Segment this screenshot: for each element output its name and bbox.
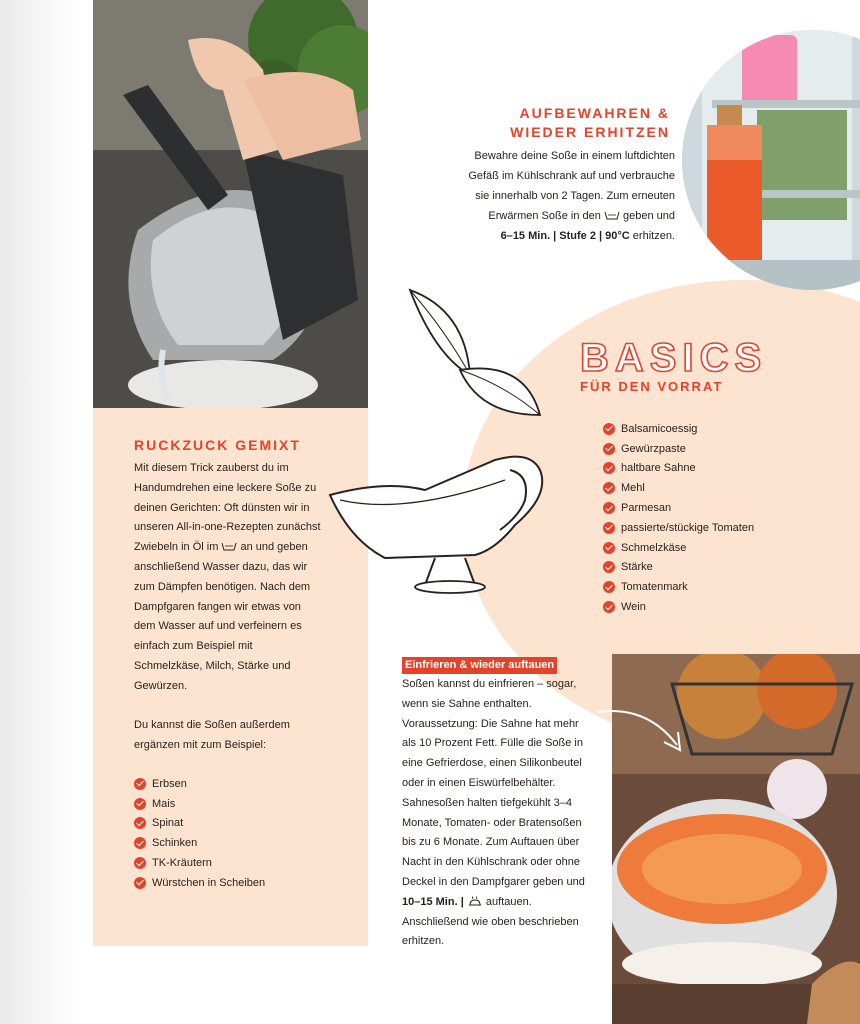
- check-icon: [603, 482, 615, 494]
- check-icon: [134, 778, 146, 790]
- freeze-time: 10–15 Min. |: [402, 895, 464, 908]
- basics-subtitle: FÜR DEN VORRAT: [580, 379, 724, 394]
- mixing-bowl-icon: [604, 210, 620, 220]
- check-icon: [134, 837, 146, 849]
- list-item: [603, 419, 803, 439]
- storage-line-5: [430, 226, 675, 246]
- freeze-text-a: Soßen kannst du einfrieren – sogar, wenn sie Sahne enthalten. Voraussetzung: Die Sahne hat mehr als 10 Prozent Fett. Fülle die Soße in eine Gefrierdose, einen Silikonbeutel oder in einen Eiswürfelbehälter. Sahnesoßen halten tiefgekühlt 3–4 Monate, Tomaten- oder Bratensoßen bis zu 6 Monate. Zum Auftauen über Nacht in den Kühlschrank oder ohne Deckel in den Dampfgarer geben und: [402, 678, 585, 888]
- ruckzuck-title: RUCKZUCK GEMIXT: [134, 437, 301, 453]
- list-item: [134, 774, 334, 794]
- storage-title-line-1: AUFBEWAHREN &: [519, 105, 670, 121]
- storage-title-line-2: WIEDER ERHITZEN: [510, 124, 670, 140]
- storage-line-3: sie innerhalb von 2 Tagen. Zum erneuten: [475, 190, 675, 202]
- check-icon: [603, 462, 615, 474]
- list-item-label: TK-Kräutern: [152, 857, 212, 870]
- list-item: [603, 478, 803, 498]
- ruckzuck-text: [134, 459, 324, 756]
- page-gutter: [0, 0, 78, 1024]
- check-icon: [603, 561, 615, 573]
- list-item-label: Würstchen in Scheiben: [152, 876, 266, 889]
- check-icon: [134, 817, 146, 829]
- list-item-label: Wein: [621, 601, 646, 614]
- list-item-label: Schmelzkäse: [621, 541, 687, 554]
- steamer-icon: [467, 896, 483, 906]
- check-icon: [603, 502, 615, 514]
- list-item: [134, 833, 334, 853]
- list-item: [134, 794, 334, 814]
- check-icon: [603, 443, 615, 455]
- basics-list: [603, 419, 803, 617]
- storage-line-2: Gefäß im Kühlschrank auf und verbrauche: [468, 170, 675, 182]
- list-item-label: Balsamicoessig: [621, 422, 698, 435]
- ruckzuck-paragraph-1-a: Mit diesem Trick zauberst du im Handumdrehen eine leckere Soße zu deinen Gerichten: Oft dünsten wir in unseren All-in-one-Rezepten zunächst Zwiebeln in Öl im: [134, 462, 321, 554]
- list-item-label: passierte/stückige Tomaten: [621, 521, 755, 534]
- check-icon: [134, 857, 146, 869]
- list-item-label: Tomatenmark: [621, 581, 688, 594]
- list-item: [603, 459, 803, 479]
- check-icon: [603, 601, 615, 613]
- list-item: [603, 518, 803, 538]
- list-item: [603, 498, 803, 518]
- list-item-label: Gewürzpaste: [621, 442, 686, 455]
- list-item-label: Erbsen: [152, 777, 187, 790]
- list-item-label: Spinat: [152, 817, 184, 830]
- photo-pouring-mixing-bowl: [93, 0, 368, 408]
- list-item: [603, 439, 803, 459]
- list-item-label: Mehl: [621, 482, 645, 495]
- check-icon: [603, 581, 615, 593]
- freeze-text: [402, 675, 594, 952]
- storage-line-5-rest: erhitzen.: [632, 230, 675, 242]
- list-item-label: Parmesan: [621, 502, 672, 515]
- list-item-label: haltbare Sahne: [621, 462, 696, 475]
- storage-line-4-b: geben und: [623, 210, 675, 222]
- basics-title: BASICS: [580, 336, 768, 380]
- freeze-label: Einfrieren & wieder auftauen: [402, 657, 557, 674]
- mixing-bowl-icon: [221, 541, 237, 551]
- ruckzuck-list: [134, 774, 334, 893]
- arrow-sketch: [592, 700, 692, 760]
- photo-fridge-door: [682, 30, 860, 290]
- check-icon: [134, 877, 146, 889]
- list-item-label: Mais: [152, 797, 176, 810]
- check-icon: [603, 423, 615, 435]
- ruckzuck-paragraph-1: [134, 459, 324, 697]
- check-icon: [603, 522, 615, 534]
- storage-line-4: [430, 206, 675, 226]
- freeze-paragraph: [402, 675, 594, 952]
- list-item: [603, 538, 803, 558]
- list-item-label: Stärke: [621, 561, 653, 574]
- list-item: [134, 873, 334, 893]
- storage-settings: 6–15 Min. | Stufe 2 | 90°C: [500, 230, 630, 242]
- basil-sketch: [395, 285, 545, 425]
- storage-line-1: Bewahre deine Soße in einem luftdichten: [474, 150, 675, 162]
- ruckzuck-paragraph-1-b: an und geben anschließend Wasser dazu, das wir zum Dämpfen benötigen. Nach dem Dampfgaren fangen wir etwas von dem Wasser auf und verfeinern es einfach zum Beispiel mit Schmelzkäse, Milch, Stärke und Gewürzen.: [134, 541, 311, 692]
- list-item: [603, 597, 803, 617]
- gravy-boat-sketch: [325, 440, 555, 600]
- storage-line-4-a: Erwärmen Soße in den: [488, 210, 601, 222]
- ruckzuck-paragraph-2: Du kannst die Soßen außerdem ergänzen mit zum Beispiel:: [134, 719, 290, 752]
- check-icon: [134, 798, 146, 810]
- storage-title: [470, 104, 670, 142]
- freeze-text-b: auftauen. Anschließend wie oben beschrieben erhitzen.: [402, 895, 579, 948]
- list-item: [603, 558, 803, 578]
- list-item: [134, 814, 334, 834]
- list-item: [134, 853, 334, 873]
- list-item-label: Schinken: [152, 837, 198, 850]
- check-icon: [603, 542, 615, 554]
- storage-text: [430, 146, 675, 246]
- list-item: [603, 577, 803, 597]
